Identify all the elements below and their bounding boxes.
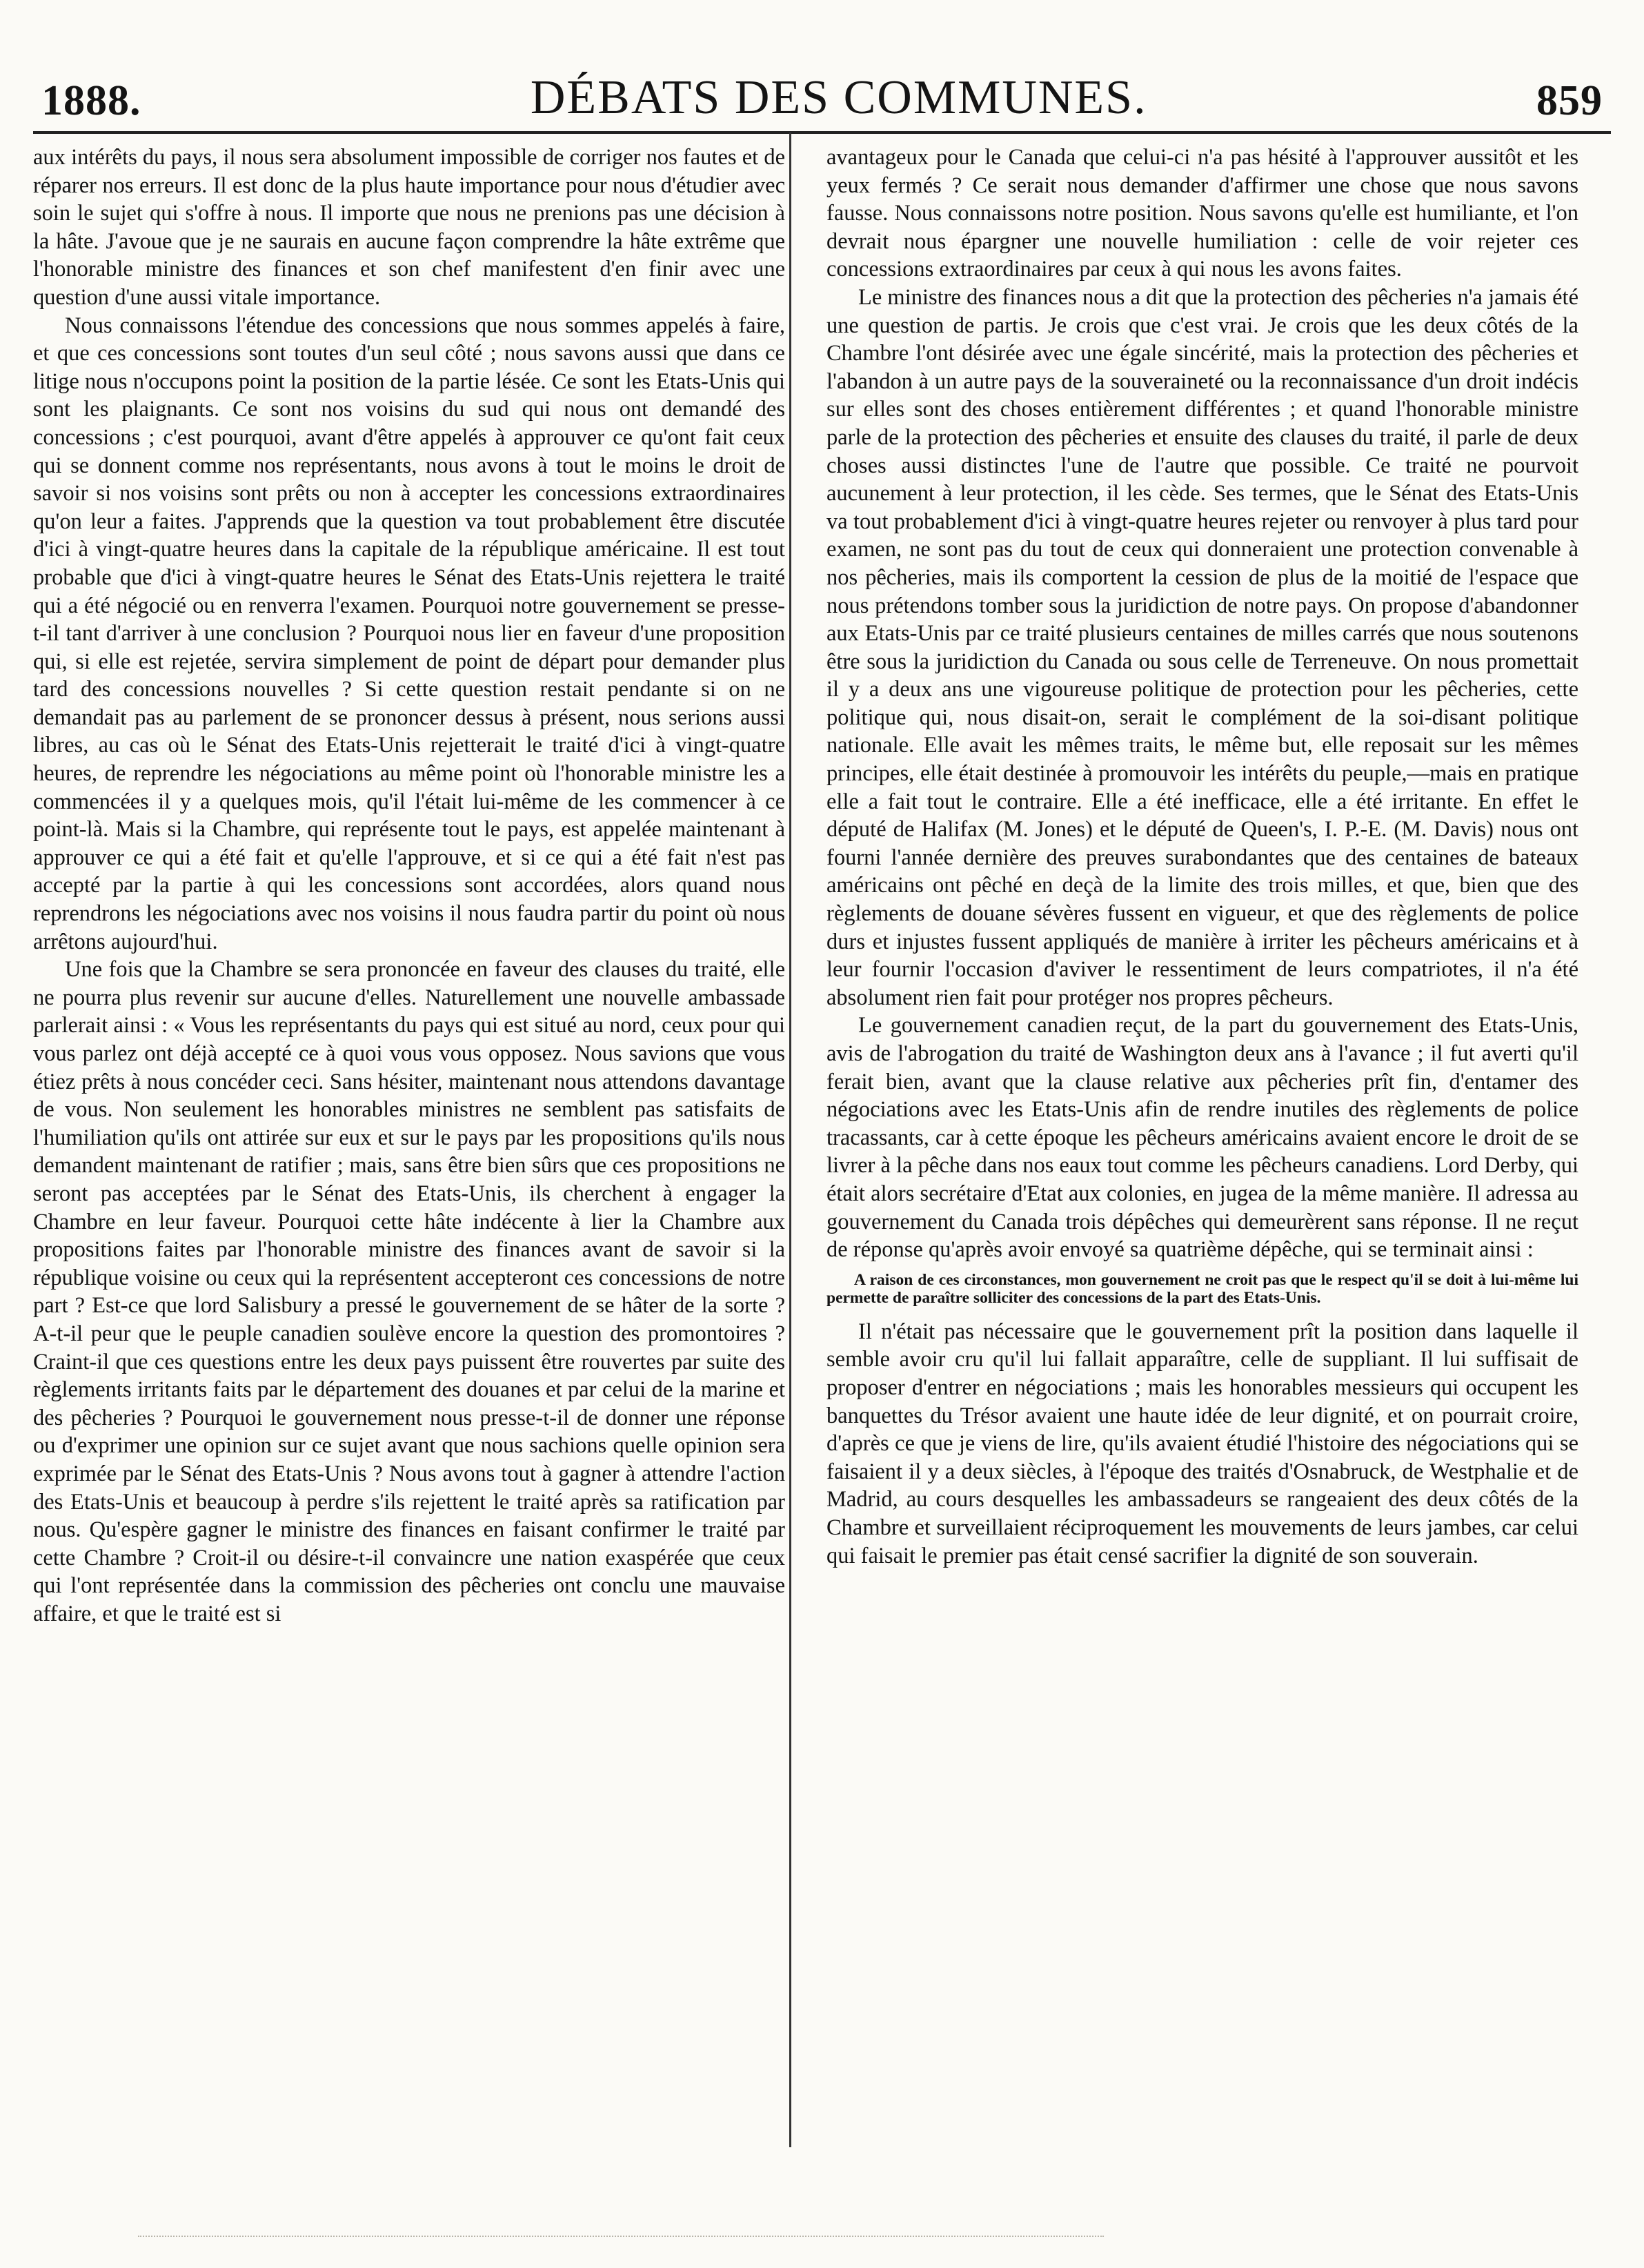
header-year: 1888.	[41, 77, 141, 124]
page-number: 859	[1536, 77, 1603, 124]
paragraph: avantageux pour le Canada que celui-ci n'a pas hésité à l'approuver aussitôt et les yeux fermés ? Ce serait nous demander d'affirmer une chose que nous savons fausse. Nous connaissons notre position. Nous savons qu'elle est humiliante, et l'on devrait nous épargner une nouvelle humiliation : celle de voir rejeter ces concessions extraordinaires par ceux à qui nous les avons faites.	[826, 145, 1578, 282]
paragraph: Nous connaissons l'étendue des concessions que nous sommes appelés à faire, et que ces concessions sont toutes d'un seul côté ; nous savons aussi que dans ce litige nous n'occupons point la position de la partie lésée. Ce sont les Etats-Unis qui sont les plaignants. Ce sont nos voisins du sud qui nous ont demandé des concessions ; c'est pourquoi, avant d'être appelés à approuver ce qu'ont fait ceux qui se donnent comme nos représentants, nous avons à tout le moins le droit de savoir si nos voisins sont prêts ou non à accepter les concessions extraordinaires qu'on leur a faites. J'apprends que la question va tout probablement être discutée d'ici à vingt-quatre heures dans la capitale de la république américaine. Il est tout probable que d'ici à vingt-quatre heures le Sénat des Etats-Unis rejettera le traité qui a été négocié ou en renverra l'examen. Pourquoi notre gouvernement se presse-t-il tant d'arriver à une conclusion ? Pourquoi nous lier en faveur d'une proposition qui, si elle est rejetée, servira simplement de point de départ pour demander plus tard des concessions nouvelles ? Si cette question restait pendante si on ne demandait pas au parlement de se prononcer dessus à présent, nous serions aussi libres, au cas où le Sénat des Etats-Unis rejetterait le traité d'ici à vingt-quatre heures, de reprendre les négociations au même point où l'honorable ministre les a commencées il y a quelques mois, qu'il l'était lui-même de les commencer à ce point-là. Mais si la Chambre, qui représente tout le pays, est appelée maintenant à approuver ce qui a été fait et qu'elle l'approuve, et si ce qui a été fait n'est pas accepté par la partie à qui les concessions sont accordées, alors quand nous reprendrons les négociations avec nos voisins il nous faudra partir du point où nous arrêtons aujourd'hui.	[33, 313, 785, 954]
paragraph: Il n'était pas nécessaire que le gouvernement prît la position dans laquelle il semble avoir cru qu'il lui fallait apparaître, celle de suppliant. Il lui suffisait de proposer d'entrer en négociations ; mais les honorables messieurs qui occupent les banquettes du Trésor avaient une haute idée de leur dignité, et on pourrait croire, d'après ce que je viens de lire, qu'ils avaient étudié l'histoire des négociations qui se faisaient il y a deux siècles, à l'époque des traités d'Osnabruck, de Westphalie et de Madrid, au cours desquelles les ambassadeurs se rangeaient des deux côtés de la Chambre et surveillaient réciproquement les mouvements de leurs jambes, car celui qui faisait le premier pas était censé sacrifier la dignité de son souverain.	[826, 1319, 1578, 1568]
header-title: DÉBATS DES COMMUNES.	[530, 71, 1147, 124]
paragraph: Le ministre des finances nous a dit que la protection des pêcheries n'a jamais été une question de partis. Je crois que c'est vrai. Je crois que les deux côtés de la Chambre l'ont désirée avec une égale sincérité, mais la protection des pêcheries et l'abandon à un autre pays de la souveraineté ou la reconnaissance d'un droit indécis sur elles sont des choses entièrement différentes ; et quand l'honorable ministre parle de la protection des pêcheries et ensuite des clauses du traité, il parle de deux choses aussi distinctes l'une de l'autre que possible. Ce traité ne pourvoit aucunement à leur protection, il les cède. Ses termes, que le Sénat des Etats-Unis va tout probablement d'ici à vingt-quatre heures rejeter ou renvoyer à plus tard pour examen, ne sont pas du tout de ceux qui donneraient une protection convenable à nos pêcheries, mais ils comportent la cession de plus de la moitié de l'espace que nous prétendons tomber sous la juridiction de notre pays. On propose d'abandonner aux Etats-Unis par ce traité plusieurs centaines de milles carrés que nous soutenons être sous la juridiction du Canada ou sous celle de Terreneuve. On nous promettait il y a deux ans une vigoureuse politique de protection pour les pêcheries, cette politique qui, nous disait-on, serait le complément de la soi-disant politique nationale. Elle avait les mêmes traits, le même but, elle reposait sur les mêmes principes, elle était destinée à promouvoir les intérêts du peuple,—mais en pratique elle a fait tout le contraire. Elle a été inefficace, elle a été irritante. En effet le député de Halifax (M. Jones) et le député de Queen's, I. P.-E. (M. Davis) nous ont fourni l'année dernière des preuves surabondantes que des centaines de bateaux américains ont pêché en deçà de la limite des trois milles, et que, bien que des règlements de douane sévères fussent en vigueur, et que des règlements de police durs et injustes fussent appliqués de manière à irriter les pêcheurs américains et à leur fournir l'occasion d'aviver le ressentiment de leurs compatriotes, il n'a été absolument rien fait pour protéger nos propres pêcheurs.	[826, 284, 1578, 1010]
paragraph: Une fois que la Chambre se sera prononcée en faveur des clauses du traité, elle ne pourra plus revenir sur aucune d'elles. Naturellement une nouvelle ambassade parlerait ainsi : « Vous les représentants du pays qui est situé au nord, ceux pour qui vous parlez ont déjà accepté ce à quoi vous vous opposez. Nous savions que vous étiez prêts à nous concéder ceci. Sans hésiter, maintenant nous attendons davantage de vous. Non seulement les honorables ministres ne semblent pas satisfaits de l'humiliation qu'ils ont attirée sur eux et sur le pays par les propositions qu'ils nous demandent maintenant de ratifier ; mais, sans être bien sûrs que ces propositions ne seront pas acceptées par le Sénat des Etats-Unis, ils cherchent à engager la Chambre en leur faveur. Pourquoi cette hâte indécente à lier la Chambre aux propositions faites par l'honorable ministre des finances avant de savoir si la république voisine ou ceux qui la représentent accepteront ces concessions de notre part ? Est-ce que lord Salisbury a pressé le gouvernement de se hâter de la sorte ? A-t-il peur que le peuple canadien soulève encore la question des promontoires ? Craint-il que ces questions entre les deux pays puissent être rouvertes par suite des règlements irritants faits par le département des douanes et par celui de la marine et des pêcheries ? Pourquoi le gouvernement nous presse-t-il de donner une réponse ou d'exprimer une opinion sur ce sujet avant que nous sachions quelle opinion sera exprimée par le Sénat des Etats-Unis ? Nous avons tout à gagner à attendre l'action des Etats-Unis et beaucoup à perdre s'ils rejettent le traité après sa ratification par nous. Qu'espère gagner le ministre des finances en faisant confirmer le traité par cette Chambre ? Croit-il ou désire-t-il convaincre une nation exaspérée que ceux qui l'ont représentée dans la commission des pêcheries ont conclu une mauvaise affaire, et que le traité est si	[33, 957, 785, 1626]
column-divider	[789, 132, 791, 2147]
block-quote: A raison de ces circonstances, mon gouvernement ne croit pas que le respect qu'il se doit à lui-même lui permette de paraître solliciter des concessions de la part des Etats-Unis.	[826, 1270, 1578, 1307]
page-header	[41, 43, 1603, 126]
paragraph: aux intérêts du pays, il nous sera absolument impossible de corriger nos fautes et de réparer nos erreurs. Il est donc de la plus haute importance pour nous d'étudier avec soin le sujet qui s'offre à nous. Il importe que nous ne prenions pas une décision à la hâte. J'avoue que je ne saurais en aucune façon comprendre la hâte extrême que l'honorable ministre des finances et son chef manifestent d'en finir avec une question d'une aussi vitale importance.	[33, 145, 785, 310]
header-rule	[33, 131, 1611, 134]
scan-specks	[138, 2236, 1104, 2241]
paragraph: Le gouvernement canadien reçut, de la part du gouvernement des Etats-Unis, avis de l'abrogation du traité de Washington deux ans à l'avance ; il fut averti qu'il ferait bien, avant que la clause relative aux pêcheries prît fin, d'entamer des négociations avec les Etats-Unis afin de rendre inutiles des règlements de police tracassants, car à cette époque les pêcheurs américains avaient encore le droit de se livrer à la pêche dans nos eaux tout comme les pêcheurs canadiens. Lord Derby, qui était alors secrétaire d'Etat aux colonies, en jugea de la même manière. Il adressa au gouvernement du Canada trois dépêches qui demeurèrent sans réponse. Il ne reçut de réponse qu'après avoir envoyé sa quatrième dépêche, qui se terminait ainsi :	[826, 1013, 1578, 1263]
left-column	[33, 144, 785, 1628]
right-column	[826, 144, 1578, 1570]
